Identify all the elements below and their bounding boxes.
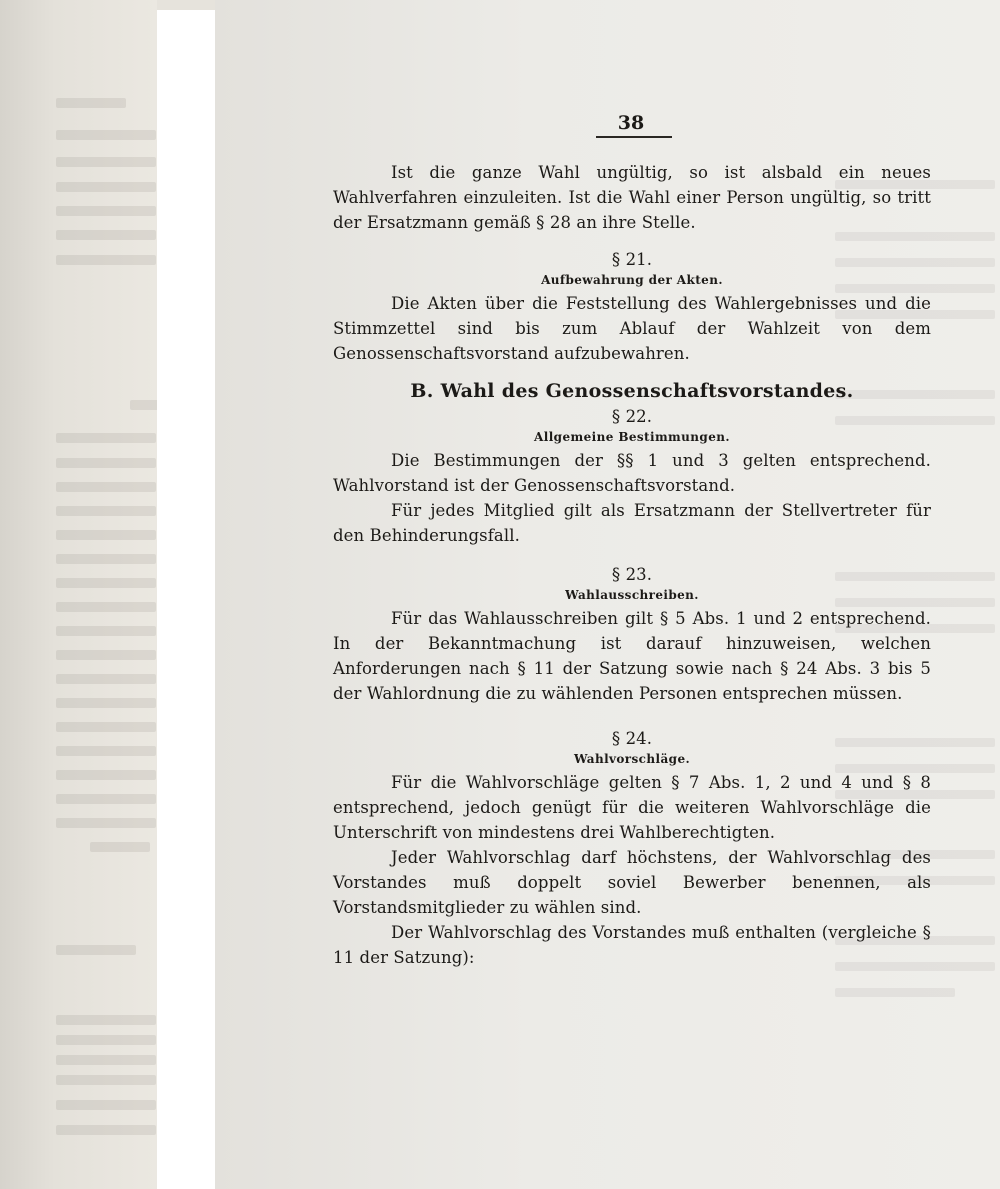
bleed-through-line xyxy=(56,530,156,540)
bleed-through-line xyxy=(56,506,156,516)
page-fold-strip xyxy=(157,10,215,1189)
paragraph-24-title: Wahlvorschläge. xyxy=(573,752,691,766)
bleed-through-line xyxy=(56,746,156,756)
page-number: 38 xyxy=(617,112,645,134)
bleed-through-line xyxy=(56,482,156,492)
bleed-through-line xyxy=(56,1015,156,1025)
paragraph-23-title: Wahlausschreiben. xyxy=(565,588,699,602)
bleed-through-line xyxy=(56,650,156,660)
main-text xyxy=(333,108,931,970)
bleed-through-line xyxy=(56,722,156,732)
bleed-through-line xyxy=(56,770,156,780)
bleed-through-line xyxy=(56,255,156,265)
bleed-through-line xyxy=(835,988,955,997)
bleed-through-line xyxy=(56,206,156,216)
bleed-through-line xyxy=(56,1035,156,1045)
scan-top-edge xyxy=(157,0,215,10)
paragraph-21-text: Die Akten über die Feststellung des Wahlergebnisses und die Stimmzettel sind bis zum Ablauf der Wahlzeit von dem Genossenschaftsvorstand aufzubewahren. xyxy=(333,294,931,363)
paragraph-22-number: § 22. xyxy=(611,407,653,426)
bleed-through-line xyxy=(56,98,126,108)
paragraph-24-text-2: Jeder Wahlvorschlag darf höchstens, der Wahlvorschlag des Vorstandes muß doppelt soviel Bewerber benennen, als Vorstandsmitglieder zu wählen sind. xyxy=(333,848,931,917)
bleed-through-line xyxy=(130,400,160,410)
bleed-through-line xyxy=(56,1125,156,1135)
bleed-through-line xyxy=(56,1075,156,1085)
section-b-heading: B. Wahl des Genossenschaftsvorstandes. xyxy=(410,380,854,402)
bleed-through-line xyxy=(56,157,156,167)
bleed-through-line xyxy=(56,945,136,955)
paragraph-22-text-2: Für jedes Mitglied gilt als Ersatzmann der Stellvertreter für den Behinderungsfall. xyxy=(333,501,931,545)
bleed-through-line xyxy=(56,674,156,684)
bleed-through-line xyxy=(56,602,156,612)
paragraph-21-number: § 21. xyxy=(611,250,653,269)
paragraph-24-text-3: Der Wahlvorschlag des Vorstandes muß enthalten (vergleiche § 11 der Satzung): xyxy=(333,923,931,967)
bleed-through-line xyxy=(56,182,156,192)
bleed-through-line xyxy=(56,554,156,564)
bleed-through-line xyxy=(56,1055,156,1065)
bleed-through-line xyxy=(56,458,156,468)
intro-paragraph: Ist die ganze Wahl ungültig, so ist alsbald ein neues Wahlverfahren einzuleiten. Ist die Wahl einer Person ungültig, so tritt der Ersatzmann gemäß § 28 an ihre Stelle. xyxy=(333,163,931,232)
bleed-through-line xyxy=(56,578,156,588)
bleed-through-line xyxy=(56,130,156,140)
scan-left-margin xyxy=(0,0,157,1189)
bleed-through-line xyxy=(56,626,156,636)
paragraph-22-text-1: Die Bestimmungen der §§ 1 und 3 gelten entsprechend. Wahlvorstand ist der Genossenschaftsvorstand. xyxy=(333,451,931,495)
paragraph-23-text: Für das Wahlausschreiben gilt § 5 Abs. 1 und 2 entsprechend. In der Bekanntmachung ist darauf hinzuweisen, welchen Anforderungen nach § 11 der Satzung sowie nach § 24 Abs. 3 bis 5 der Wahlordnung die zu wählenden Personen entsprechen müssen. xyxy=(333,609,931,703)
paragraph-24-number: § 24. xyxy=(611,729,653,748)
bleed-through-line xyxy=(56,230,156,240)
bleed-through-line xyxy=(56,818,156,828)
paragraph-24-text-1: Für die Wahlvorschläge gelten § 7 Abs. 1, 2 und 4 und § 8 entsprechend, jedoch genügt für die weiteren Wahlvorschläge die Unterschrift von mindestens drei Wahlberechtigten. xyxy=(333,773,931,842)
paragraph-21-title: Aufbewahrung der Akten. xyxy=(541,273,723,287)
bleed-through-line xyxy=(56,1100,156,1110)
bleed-through-line xyxy=(90,842,150,852)
paragraph-23-number: § 23. xyxy=(611,565,653,584)
paragraph-22-title: Allgemeine Bestimmungen. xyxy=(534,430,730,444)
bleed-through-line xyxy=(56,794,156,804)
bleed-through-line xyxy=(56,698,156,708)
bleed-through-line xyxy=(56,433,156,443)
